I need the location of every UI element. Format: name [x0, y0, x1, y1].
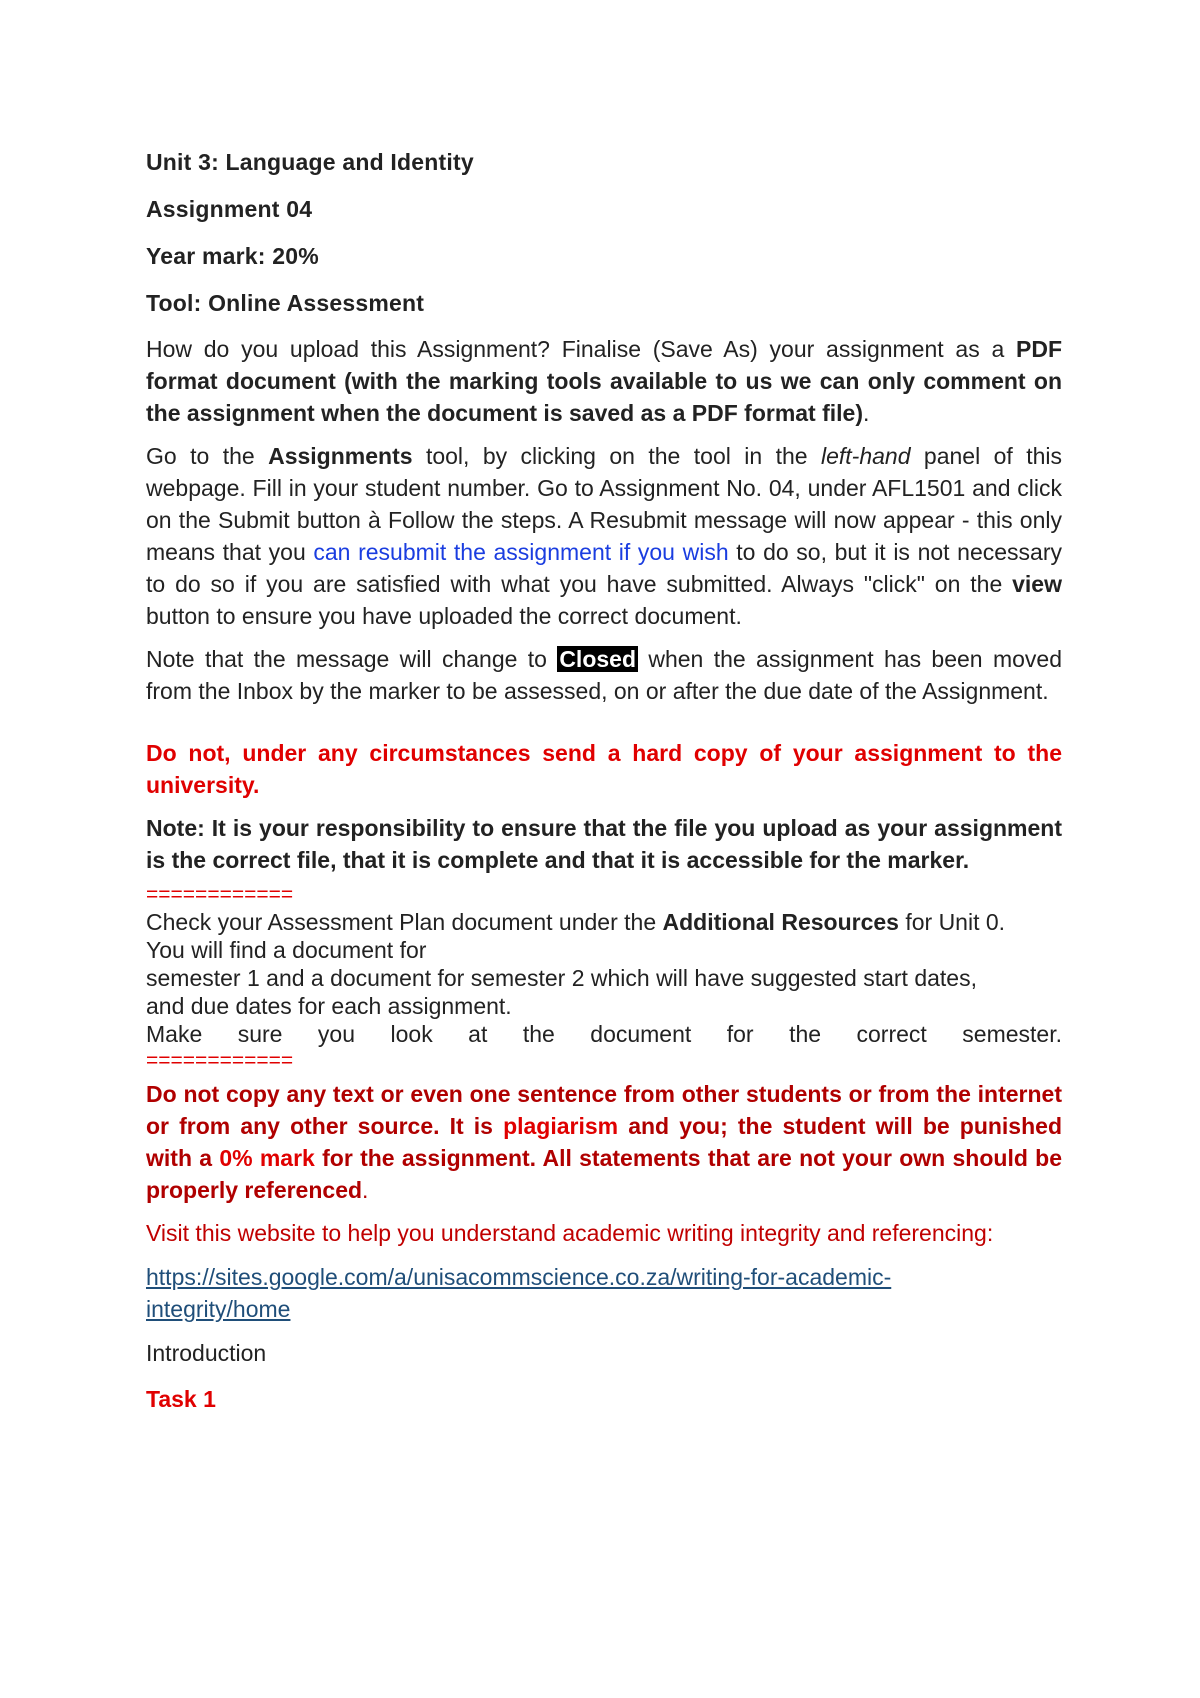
visit-website-text: Visit this website to help you understand academic writing integrity and referencing: — [146, 1220, 994, 1246]
year-mark: Year mark: 20% — [146, 243, 319, 269]
closed-badge: Closed — [559, 646, 636, 672]
separator-bottom: ============ — [146, 1049, 294, 1072]
zero-mark: 0% mark — [219, 1145, 315, 1171]
document-body — [146, 146, 1062, 1415]
assignment-title: Assignment 04 — [146, 196, 313, 222]
resubmit-note: can resubmit the assignment if you wish — [313, 539, 729, 565]
plan-line-3: semester 1 and a document for semester 2 which will have suggested start dates, — [146, 965, 977, 991]
pdf-requirement: PDF format document (with the marking tools available to us we can only comment on the assignment when the document is saved as a PDF format file) — [146, 336, 1062, 426]
closed-paragraph: Note that the message will change to Closed when the assignment has been moved from the Inbox by the marker to be assessed, on or after the due date of the Assignment. — [146, 646, 1062, 704]
hard-copy-warning: Do not, under any circumstances send a hard copy of your assignment to the university. — [146, 740, 1062, 798]
plan-line-2: You will find a document for — [146, 937, 427, 963]
tool-label: Tool: Online Assessment — [146, 290, 425, 316]
plan-line-1: Check your Assessment Plan document under the Additional Resources for Unit 0. — [146, 909, 1006, 935]
upload-paragraph: How do you upload this Assignment? Finalise (Save As) your assignment as a PDF format document (with the marking tools available to us we can only comment on the assignment when the document is saved as a PDF format file). — [146, 336, 1062, 426]
plan-line-5: Make sure you look at the document for the correct semester. — [146, 1021, 1062, 1047]
unit-title: Unit 3: Language and Identity — [146, 149, 474, 175]
plagiarism-warning: Do not copy any text or even one sentence from other students or from the internet or from any other source. It is plagiarism and you; the student will be punished with a 0% mark for the assignment. All statements that are not your own should be properly referenced. — [146, 1081, 1063, 1203]
responsibility-note: Note: It is your responsibility to ensure that the file you upload as your assignment is the correct file, that it is complete and that it is accessible for the marker. — [146, 815, 1062, 873]
instructions-paragraph: Go to the Assignments tool, by clicking on the tool in the left-hand panel of this webpage. Fill in your student number. Go to Assignment No. 04, under AFL1501 and click on the Submit button à Follow the steps. A Resubmit message will now appear - this only means that you can resubmit the assignment if you wish to do so, but it is not necessary to do so if you are satisfied with what you have submitted. Always "click" on the view button to ensure you have uploaded the correct document. — [146, 443, 1063, 629]
task-1-heading: Task 1 — [146, 1386, 216, 1412]
view-button-label: view — [1012, 571, 1062, 597]
plagiarism-word: plagiarism — [503, 1113, 619, 1139]
integrity-link[interactable]: https://sites.google.com/a/unisacommscience.co.za/writing-for-academic- integrity/home — [146, 1264, 892, 1322]
assignments-tool-label: Assignments — [268, 443, 413, 469]
plan-line-4: and due dates for each assignment. — [146, 993, 512, 1019]
introduction-heading: Introduction — [146, 1340, 267, 1366]
additional-resources-label: Additional Resources — [662, 909, 899, 935]
separator-top: ============ — [146, 883, 294, 906]
